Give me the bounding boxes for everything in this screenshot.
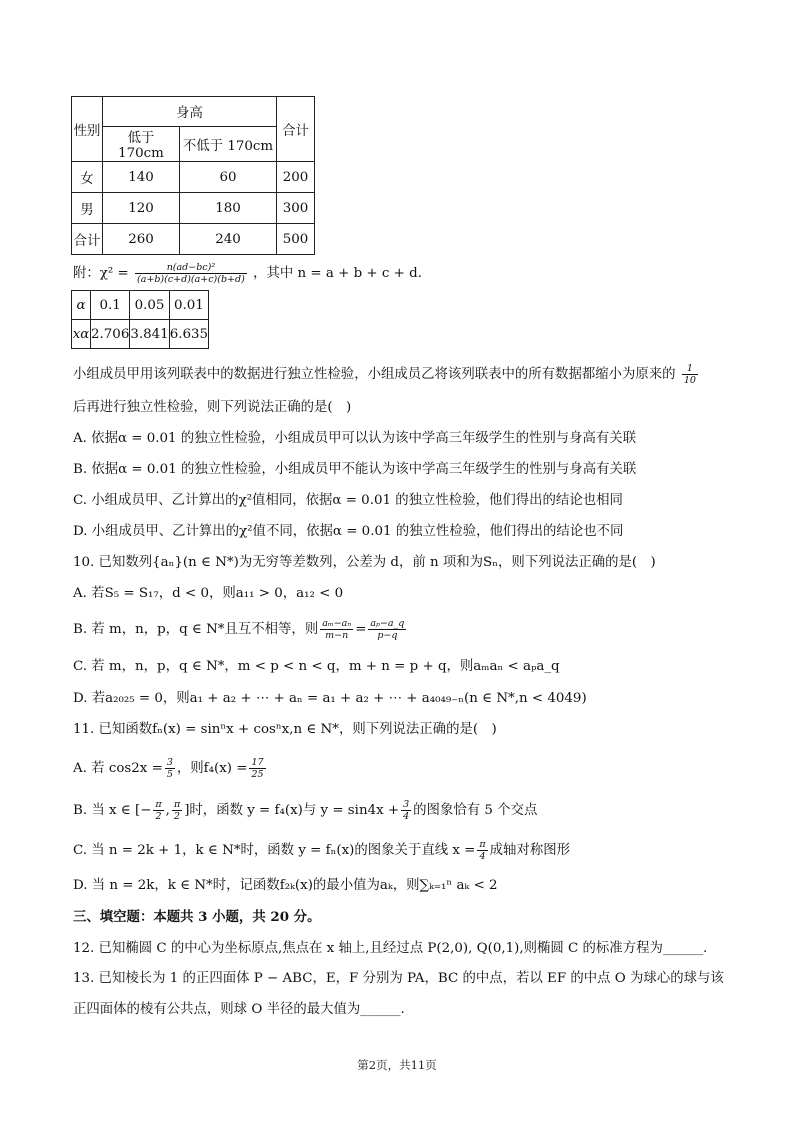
fraction <box>401 799 411 822</box>
frac-num: 17 <box>251 757 264 768</box>
cell: 0.05 <box>130 291 169 320</box>
header-gender: 性别 <box>72 97 103 162</box>
frac-den: 2 <box>155 811 162 822</box>
q10-option-a: A. 若S₅ = S₁₇，d < 0，则a₁₁ > 0，a₁₂ < 0 <box>73 586 344 601</box>
frac-num: aₘ−aₙ <box>322 618 352 629</box>
cell: 500 <box>277 224 315 255</box>
option-text: C. 当 n = 2k + 1，k ∈ N*时，函数 y = fₙ(x)的图象关于直线 x = <box>73 843 476 858</box>
frac-den: (a+b)(c+d)(a+c)(b+d) <box>137 274 245 285</box>
q9-fraction <box>682 363 698 386</box>
q13-line1: 13. 已知棱长为 1 的正四面体 P − ABC，E，F 分别为 PA，BC 的中点，若以 EF 的中点 O 为球心的球与该 <box>73 971 724 986</box>
q10-stem: 10. 已知数列{aₙ}(n ∈ N*)为无穷等差数列，公差为 d，前 n 项和为Sₙ，则下列说法正确的是( ) <box>73 555 656 570</box>
fraction <box>368 618 406 641</box>
contingency-table <box>71 96 315 255</box>
header-height: 身高 <box>103 97 277 127</box>
cell: 120 <box>103 193 180 224</box>
cell: 2.706 <box>91 320 130 349</box>
cell: 140 <box>103 162 180 193</box>
header-total: 合计 <box>277 97 315 162</box>
q9-option-a: A. 依据α = 0.01 的独立性检验，小组成员甲可以认为该中学高三年级学生的性别与身高有关联 <box>73 431 637 446</box>
frac-den: p−q <box>377 630 398 641</box>
q11-stem: 11. 已知函数fₙ(x) = sinⁿx + cosⁿx,n ∈ N*，则下列说法正确的是( ) <box>73 722 497 737</box>
note-prefix: 附：χ² = <box>73 266 129 281</box>
option-text: B. 当 x ∈ [− <box>73 803 152 818</box>
q13-line2: 正四面体的棱有公共点，则球 O 半径的最大值为______. <box>73 1002 405 1017</box>
fraction <box>165 757 175 780</box>
page-footer: 第2页，共11页 <box>357 1058 437 1072</box>
q9-option-b: B. 依据α = 0.01 的独立性检验，小组成员甲不能认为该中学高三年级学生的性别与身高有关联 <box>73 462 637 477</box>
cell: 180 <box>180 193 277 224</box>
frac-num: 3 <box>166 757 173 768</box>
q10-option-d: D. 若a₂₀₂₅ = 0，则a₁ + a₂ + ⋯ + aₙ = a₁ + a₂ + ⋯ + a₄₀₄₉₋ₙ(n ∈ N*,n < 4049) <box>73 691 587 706</box>
chi-square-fraction <box>135 262 247 285</box>
cell: 3.841 <box>130 320 169 349</box>
frac-num: aₚ−a_q <box>370 618 405 629</box>
q9-stem-line2: 后再进行独立性检验，则下列说法正确的是( ) <box>73 400 352 415</box>
row-label: 女 <box>72 162 103 193</box>
cell: 300 <box>277 193 315 224</box>
comma: , <box>165 803 170 818</box>
frac-den: m−n <box>325 630 349 641</box>
q11-option-a <box>73 757 268 780</box>
header-high: 不低于 170cm <box>180 127 277 162</box>
fraction <box>172 799 182 822</box>
fraction <box>249 757 265 780</box>
cell: 260 <box>103 224 180 255</box>
option-text: 的图象恰有 5 个交点 <box>413 803 538 818</box>
frac-den: 2 <box>174 811 181 822</box>
cell: 0.1 <box>91 291 130 320</box>
frac-num: 1 <box>682 363 698 375</box>
q11-option-b <box>73 799 537 822</box>
q11-option-d: D. 当 n = 2k，k ∈ N*时，记函数f₂ₖ(x)的最小值为aₖ，则∑ₖ₌₁ⁿ aₖ < 2 <box>73 878 498 893</box>
cell: 0.01 <box>169 291 208 320</box>
q9-stem-text: 小组成员甲用该列联表中的数据进行独立性检验，小组成员乙将该列联表中的所有数据都缩小为原来的 <box>73 367 676 382</box>
frac-den: 10 <box>683 375 696 386</box>
frac-num: π <box>173 799 181 810</box>
frac-den: 4 <box>403 811 410 822</box>
q10-option-c: C. 若 m，n，p，q ∈ N*，m < p < n < q，m + n = p + q，则aₘaₙ < aₚa_q <box>73 659 560 674</box>
q10-option-b <box>73 618 408 641</box>
q11-option-c <box>73 839 570 862</box>
cell: xα <box>72 320 91 349</box>
frac-num: π <box>479 839 486 850</box>
row-label: 男 <box>72 193 103 224</box>
frac-den: 4 <box>479 851 486 862</box>
option-text: ，则f₄(x) = <box>176 761 248 776</box>
q9-option-c: C. 小组成员甲、乙计算出的χ²值相同，依据α = 0.01 的独立性检验，他们得出的结论也相同 <box>73 493 623 508</box>
row-label: 合计 <box>72 224 103 255</box>
frac-num: n(ad−bc)² <box>135 262 247 274</box>
frac-num: 3 <box>403 799 410 810</box>
header-low: 低于 170cm <box>103 127 180 162</box>
note-suffix: ，其中 n = a + b + c + d. <box>253 266 422 281</box>
q9-option-d: D. 小组成员甲、乙计算出的χ²值不同，依据α = 0.01 的独立性检验，他们得出的结论也不同 <box>73 524 624 539</box>
cell: 60 <box>180 162 277 193</box>
equals-sign: = <box>355 622 367 637</box>
fraction <box>153 799 163 822</box>
chi-square-note <box>73 262 422 285</box>
cell: α <box>72 291 91 320</box>
frac-den: 25 <box>251 769 264 780</box>
critical-value-table <box>71 290 209 349</box>
fraction <box>477 839 487 862</box>
fraction <box>320 618 353 641</box>
option-text: ]时，函数 y = f₄(x)与 y = sin4x + <box>184 803 400 818</box>
q12: 12. 已知椭圆 C 的中心为坐标原点,焦点在 x 轴上,且经过点 P(2,0), Q(0,1),则椭圆 C 的标准方程为______. <box>73 941 708 956</box>
frac-den: 5 <box>166 769 173 780</box>
cell: 200 <box>277 162 315 193</box>
frac-num: π <box>155 799 162 810</box>
option-text: 成轴对称图形 <box>489 843 570 858</box>
q9-stem-line1 <box>73 363 700 386</box>
cell: 6.635 <box>169 320 208 349</box>
option-text: B. 若 m，n，p，q ∈ N*且互不相等，则 <box>73 622 319 637</box>
section-3-heading: 三、填空题：本题共 3 小题，共 20 分。 <box>73 909 321 925</box>
option-text: A. 若 cos2x = <box>73 761 163 776</box>
cell: 240 <box>180 224 277 255</box>
